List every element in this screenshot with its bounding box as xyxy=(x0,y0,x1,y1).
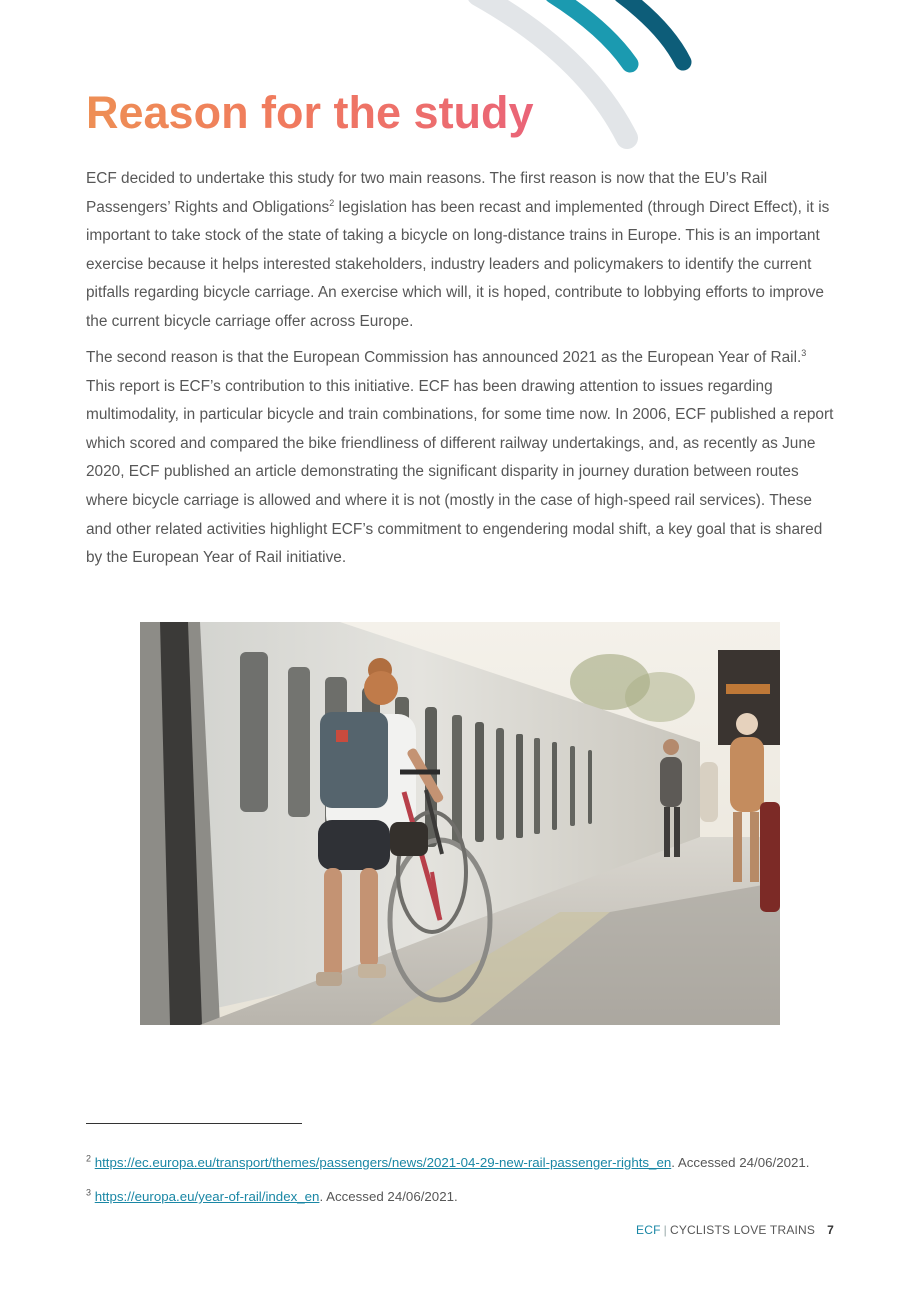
body-paragraph-1 xyxy=(86,165,836,337)
footnote-3 xyxy=(86,1189,836,1205)
footnote-ref-3[interactable]: 3 xyxy=(801,347,807,358)
page-footer xyxy=(636,1223,834,1237)
footnote-2 xyxy=(86,1155,836,1171)
cyclist-train-photo xyxy=(140,622,780,1025)
footer-brand: ECF xyxy=(636,1223,661,1237)
footnote-2-number: 2 xyxy=(86,1153,92,1164)
page-number: 7 xyxy=(827,1223,834,1237)
paragraph-1-text-b: legislation has been recast and implemented (through Direct Effect), it is important to take stock of the state of taking a bicycle on long-distance trains in Europe. This is an important exercise because it helps interested stakeholders, industry leaders and policymakers to identify the current pitfalls regarding bicycle carriage. An exercise which will, it is hoped, contribute to lobbying efforts to improve the current bicycle carriage offer across Europe. xyxy=(86,198,830,330)
body-paragraph-2 xyxy=(86,344,836,573)
paragraph-1-text-a: ECF decided to undertake this study for two main reasons. The first reason is now that the EU’s Rail Passengers’ Rights and Obligations xyxy=(86,170,768,216)
page-title: Reason for the study xyxy=(86,87,534,138)
footnote-ref-2[interactable]: 2 xyxy=(329,197,335,208)
footnote-2-accessed: . Accessed 24/06/2021. xyxy=(671,1155,810,1170)
paragraph-2-text-a: The second reason is that the European Commission has announced 2021 as the European Year of Rail. xyxy=(86,349,802,366)
footnote-separator xyxy=(86,1123,302,1124)
footer-separator: | xyxy=(663,1223,667,1237)
footnote-3-number: 3 xyxy=(86,1187,92,1198)
footnote-3-link[interactable]: https://europa.eu/year-of-rail/index_en xyxy=(94,1189,320,1204)
footnote-3-accessed: . Accessed 24/06/2021. xyxy=(319,1189,458,1204)
paragraph-2-text-b: This report is ECF’s contribution to this initiative. ECF has been drawing attention to issues regarding multimodality, in particular bicycle and train combinations, for some time now. In 2006, ECF published a report which scored and compared the bike friendliness of different railway undertakings, and, as recently as June 2020, ECF published an article demonstrating the significant disparity in journey duration between routes where bicycle carriage is allowed and where it is not (mostly in the case of high-speed rail services). These and other related activities highlight ECF’s commitment to engendering modal shift, a key goal that is shared by the European Year of Rail initiative. xyxy=(86,377,834,567)
footnote-2-link[interactable]: https://ec.europa.eu/transport/themes/passengers/news/2021-04-29-new-rail-passenger-rights_en xyxy=(94,1155,672,1170)
footer-publication: CYCLISTS LOVE TRAINS xyxy=(669,1223,816,1237)
